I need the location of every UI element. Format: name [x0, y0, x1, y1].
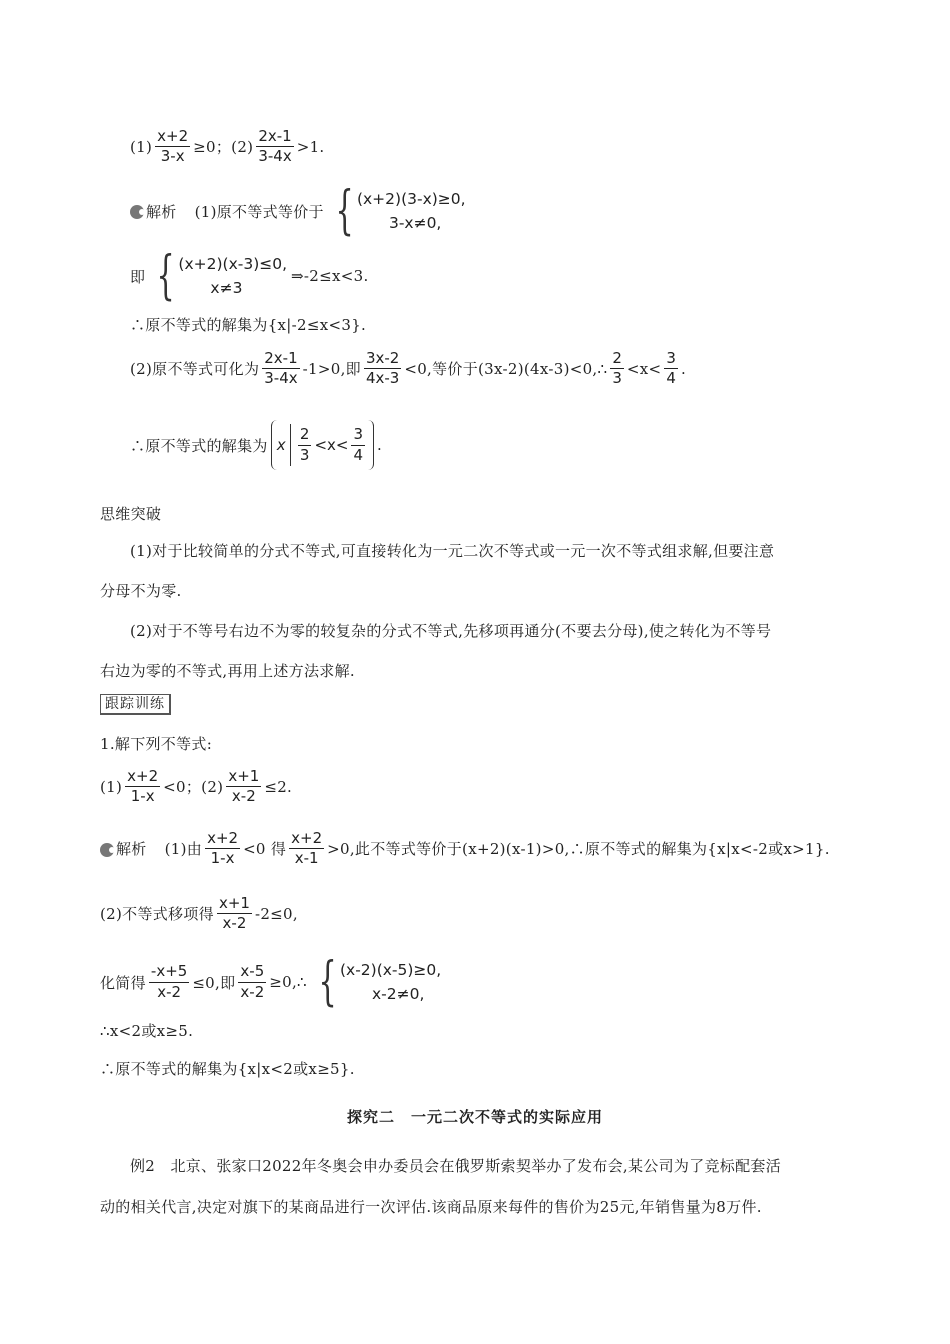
solution2-line2: (2)不等式移项得 $\frac{x+1}{x-2}$ -2≤0, [100, 894, 298, 933]
tracking-problem: (1) $\frac{x+2}{1-x}$ <0；(2) $\frac{x+1}{x-2}$ ≤2. [100, 767, 293, 806]
solution1-line3: ∴原不等式的解集为{x|-2≤x<3}. [130, 316, 367, 334]
fraction: $\frac{2x-1}{3-4x}$ [258, 127, 292, 166]
fraction: $\frac{x+2}{1-x}$ [207, 829, 239, 868]
fraction: $\frac{2x-1}{3-4x}$ [264, 349, 298, 388]
solution2-line5: ∴原不等式的解集为{x|x<2或x≥5}. [100, 1060, 355, 1078]
analysis-icon [130, 205, 144, 219]
fraction: $\frac{x+2}{3-x}$ [157, 127, 189, 166]
fraction: $\frac{x-5}{x-2}$ [240, 962, 265, 1001]
thinking-p1a: (1)对于比较简单的分式不等式,可直接转化为一元二次不等式或一元一次不等式组求解,但要注意 [130, 542, 775, 560]
inequality-system: { (x+2)(x-3)≤0, x≠3 [156, 246, 288, 306]
fraction: $\frac{3}{4}$ [666, 349, 676, 388]
thinking-p2a: (2)对于不等号右边不为零的较复杂的分式不等式,先移项再通分(不要去分母),使之转化为不等号 [130, 622, 772, 640]
fraction: $\frac{3x-2}{4x-3}$ [365, 349, 400, 388]
solution2-line1: 解析 (1)由 $\frac{x+2}{1-x}$ <0 得 $\frac{x+2}{x-1}$ >0,此不等式等价于(x+2)(x-1)>0,∴原不等式的解集为{x|x<-2或x>1}. [100, 830, 830, 868]
example2-line1: 例2 北京、张家口2022年冬奥会申办委员会在俄罗斯索契举办了发布会,某公司为了竞标配套活 [130, 1157, 781, 1175]
fraction: $\frac{-x+5}{x-2}$ [150, 962, 188, 1001]
tracking-label: 跟踪训练 [100, 694, 171, 715]
solution1-line2: 即 { (x+2)(x-3)≤0, x≠3 ⇒-2≤x<3. [130, 246, 369, 306]
solution1-line4: (2)原不等式可化为 $\frac{2x-1}{3-4x}$ -1>0,即 $\frac{3x-2}{4x-3}$ <0,等价于(3x-2)(4x-3)<0,∴ $\frac{2}{3}$ <x< $\frac{3}{4}$ . [130, 349, 687, 388]
fraction: $\frac{x+1}{x-2}$ [228, 767, 260, 806]
fraction: $\frac{3}{4}$ [353, 425, 363, 464]
section-title: 探究二 一元二次不等式的实际应用 [346, 1108, 603, 1126]
solution1-line5: ∴原不等式的解集为 x $\frac{2}{3}$ <x< $\frac{3}{4}$ . [130, 420, 382, 470]
solution-set: x $\frac{2}{3}$ <x< $\frac{3}{4}$ [271, 420, 374, 470]
example1-problem: (1) $\frac{x+2}{3-x}$ ≥0；(2) $\frac{2x-1}{3-4x}$ >1. [130, 127, 325, 166]
inequality-system: { (x-2)(x-5)≥0, x-2≠0, [318, 952, 442, 1012]
fraction: $\frac{x+2}{1-x}$ [127, 767, 159, 806]
fraction: $\frac{2}{3}$ [299, 425, 310, 464]
solution2-line4: ∴x<2或x≥5. [100, 1022, 194, 1040]
analysis-icon [100, 843, 114, 857]
solution2-line3: 化简得 $\frac{-x+5}{x-2}$ ≤0,即 $\frac{x-5}{x-2}$ ≥0,∴ { (x-2)(x-5)≥0, x-2≠0, [100, 952, 442, 1012]
fraction: $\frac{x+1}{x-2}$ [218, 894, 250, 933]
thinking-title: 思维突破 [100, 505, 162, 523]
solution1-line1: 解析 (1)原不等式等价于 { (x+2)(3-x)≥0, 3-x≠0, [130, 185, 470, 237]
thinking-p2b: 右边为零的不等式,再用上述方法求解. [100, 662, 355, 680]
fraction: $\frac{2}{3}$ [612, 349, 622, 388]
tracking-question: 1.解下列不等式: [100, 735, 213, 753]
example2-line2: 动的相关代言,决定对旗下的某商品进行一次评估.该商品原来每件的售价为25元,年销售量为8万件. [100, 1198, 762, 1216]
inequality-system: { (x+2)(3-x)≥0, 3-x≠0, [335, 181, 466, 241]
fraction: $\frac{x+2}{x-1}$ [291, 829, 323, 868]
thinking-p1b: 分母不为零. [100, 582, 182, 600]
